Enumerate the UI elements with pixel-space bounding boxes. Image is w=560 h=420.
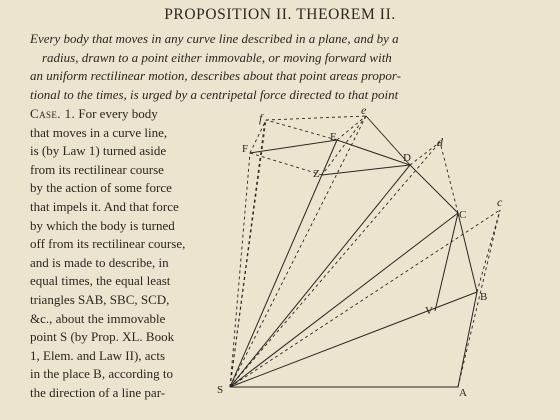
label-little-f: f [259,111,263,125]
proof-line: that impels it. And that force [30,198,179,214]
proof-line: the direction of a line par- [30,384,166,400]
radius-s-little-f [230,120,266,387]
proof-line: off from its rectilinear course, [30,236,186,252]
label-Z: Z [313,168,320,180]
proof-line: triangles SAB, SBC, SCD, [30,291,170,307]
line-little-f-e [266,116,366,120]
label-V: V [425,305,433,317]
line-dz [322,165,410,175]
radius-s-little-d [230,142,440,387]
proposition-title: PROPOSITION II. THEOREM II. [164,6,396,23]
line-e-little-f [266,120,337,140]
label-C: C [459,209,467,221]
statement-line: Every body that moves in any curve line described in a plane, and by a [30,31,399,46]
proof-line: by which the body is turned [30,217,175,233]
proof-line: that moves in a curve line, [30,124,168,140]
line-e-little-e [337,116,366,140]
line-e-z [322,116,366,175]
line-z-f [250,153,322,175]
label-little-e: e [361,103,367,117]
label-little-c: c [497,195,503,209]
line-c-little-d [440,142,458,213]
label-E: E [330,131,337,143]
proof-line: in the place B, according to [30,366,173,382]
label-little-d: d [437,135,443,149]
radius-s-little-e [230,116,366,387]
radius-sc [230,213,458,387]
radius-sd [230,165,410,387]
label-B: B [480,291,488,303]
proof-line: Case. 1. For every body [30,106,158,121]
case-label: Case. 1. [30,106,76,121]
proof-line: and is made to describe, in [30,254,169,270]
statement-line: tional to the times, is urged by a centripetal force directed to that point [30,86,399,102]
proof-line: is (by Law 1) turned aside [30,143,167,159]
label-A: A [459,387,467,399]
statement-line: an uniform rectilinear motion, describes about that point areas propor- [30,68,401,83]
orbit-polygon [230,140,477,387]
label-F: F [242,143,249,155]
proof-line: by the action of some force [30,180,172,196]
line-a-c [458,210,500,387]
label-D: D [403,152,411,164]
proof-line: from its rectilinear course [30,161,164,177]
proof-line: point S (by Prop. XL. Book [30,329,175,345]
proof-line: equal times, the equal least [30,273,171,289]
label-S: S [217,384,224,396]
radius-se [230,140,337,387]
radius-sb [230,292,477,387]
statement-line: radius, drawn to a point either immovable, or moving forward with [42,49,392,65]
line-d-little-d [410,142,440,165]
proof-line: 1, Elem. and Law II), acts [30,347,166,363]
proof-line: &c., about the immovable [30,310,166,326]
radius-sf [230,153,250,387]
line-b-little-c [477,210,500,292]
